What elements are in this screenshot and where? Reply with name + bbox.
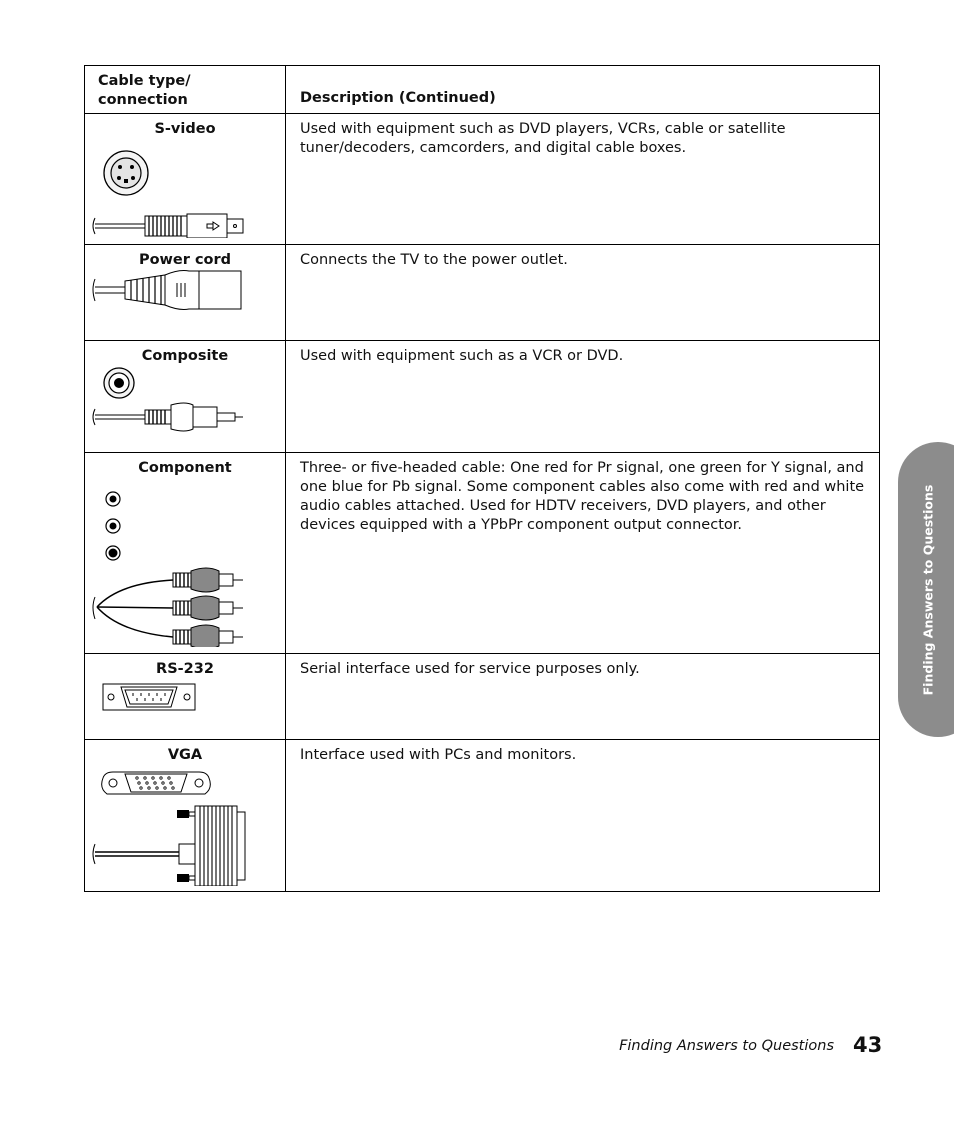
cable-description: Used with equipment such as DVD players, VCRs, cable or satellite tuner/decoders, camcorders, and digital cable boxes.: [300, 121, 786, 156]
table-header-row: [85, 66, 880, 114]
s-video-connector-icon: [89, 138, 249, 238]
serial-port-icon: [89, 678, 249, 718]
cable-description: Connects the TV to the power outlet.: [300, 252, 568, 268]
cable-name: Composite: [141, 348, 229, 364]
header-cable-type: Cable type/ connection: [85, 66, 286, 114]
side-tab-label: Finding Answers to Questions: [920, 484, 936, 696]
cable-description: Used with equipment such as a VCR or DVD.: [300, 348, 624, 364]
footer-title: Finding Answers to Questions: [619, 1038, 834, 1054]
table-row: [85, 341, 880, 453]
table-row: [85, 740, 880, 892]
cable-description: Interface used with PCs and monitors.: [300, 747, 577, 763]
cable-table: [84, 65, 880, 892]
cable-description: Three- or five-headed cable: One red for Pr signal, one green for Y signal, and one blue for Pb signal. Some component cables also come with red and white audio cables attached. Used for HDTV receivers, DVD players, and other devices equipped with a YPbPr component output connector.: [300, 460, 865, 533]
table-row: [85, 245, 880, 341]
table-row: [85, 453, 880, 654]
composite-connector-icon: [89, 365, 249, 445]
page-number: 43: [853, 1033, 883, 1057]
cable-name: Power cord: [138, 252, 232, 268]
table-row: [85, 654, 880, 740]
table-row: [85, 114, 880, 245]
vga-connector-icon: [89, 764, 249, 886]
power-cord-icon: [89, 269, 249, 329]
cable-name: RS-232: [156, 661, 214, 677]
cable-name: Component: [138, 460, 232, 476]
cable-description: Serial interface used for service purposes only.: [300, 661, 640, 677]
cable-name: VGA: [167, 747, 203, 763]
component-connector-icon: [89, 477, 249, 647]
header-description: Description (Continued): [286, 66, 880, 114]
cable-name: S-video: [154, 121, 216, 137]
